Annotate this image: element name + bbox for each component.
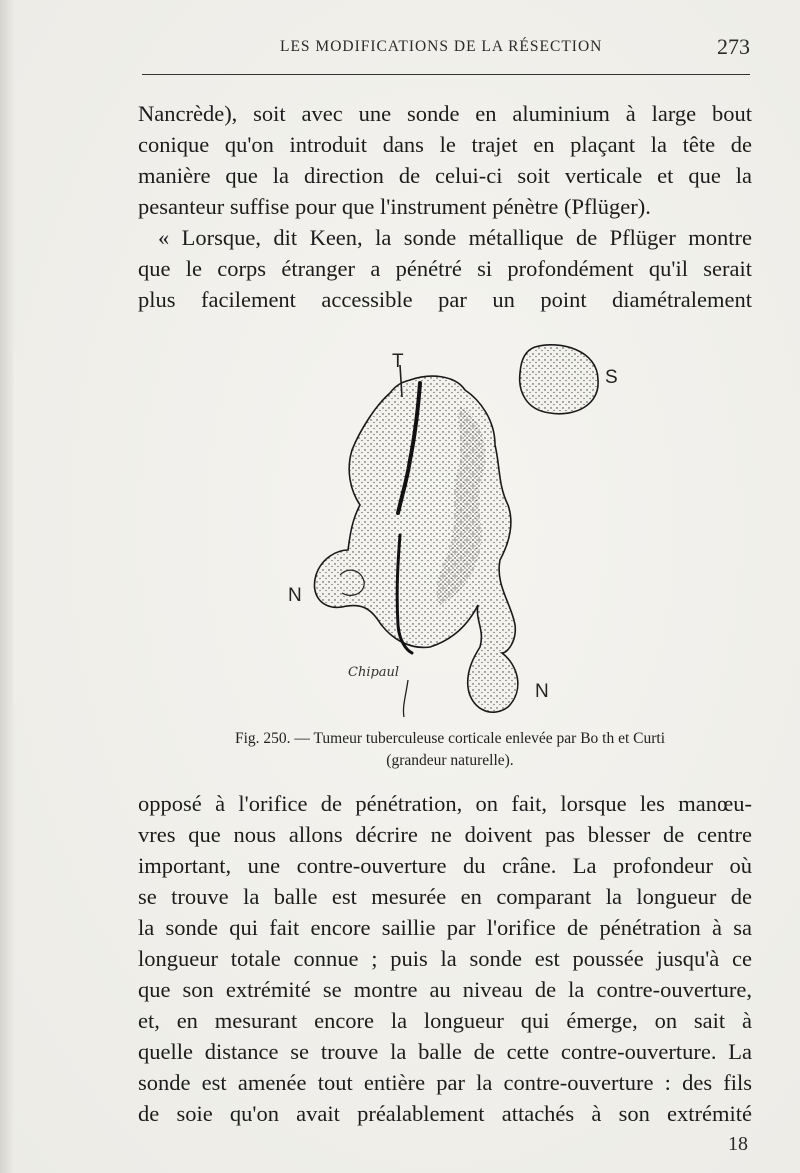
figure-label-s: S	[605, 367, 618, 388]
caption-line: Fig. 250. — Tumeur tuberculeuse corticale enlevée par Bo th et Curti	[234, 730, 666, 747]
text-line: pesanteur suffise pour que l'instrument pénètre (Pflüger).	[138, 194, 651, 219]
header-rule	[142, 74, 750, 75]
running-head	[140, 34, 760, 64]
figure-caption	[150, 728, 750, 772]
tumor-illustration	[280, 335, 640, 725]
running-title: LES MODIFICATIONS DE LA RÉSECTION	[280, 38, 603, 55]
page-number: 273	[717, 34, 750, 59]
paragraph-top	[138, 98, 752, 315]
text-line: la sonde qui fait encore saillie par l'orifice de pénétration à sa	[138, 915, 752, 940]
text-line: quelle distance se trouve la balle de cette contre-ouverture. La	[138, 1039, 752, 1064]
figure-tumor	[280, 335, 640, 725]
text-line: manière que la direction de celui-ci soit verticale et que la	[138, 163, 752, 188]
text-line: de soie qu'on avait préalablement attachés à son extrémité	[138, 1101, 752, 1126]
text-line: et, en mesurant encore la longueur qui émerge, on sait à	[138, 1008, 752, 1033]
text-line: important, une contre-ouverture du crâne. La profondeur où	[138, 853, 752, 878]
text-line: « Lorsque, dit Keen, la sonde métallique de Pflüger montre	[158, 225, 752, 250]
text-line: que son extrémité se montre au niveau de la contre-ouverture,	[138, 977, 752, 1002]
text-line: se trouve la balle est mesurée en comparant la longueur de	[138, 884, 752, 909]
text-line: Nancrède), soit avec une sonde en aluminium à large bout	[138, 101, 752, 126]
caption-line: (grandeur naturelle).	[386, 752, 514, 769]
paragraph-bottom	[138, 788, 752, 1129]
page-gutter	[0, 0, 14, 1173]
figure-label-n-left: N	[288, 585, 302, 606]
text-line: conique qu'on introduit dans le trajet en plaçant la tête de	[138, 132, 752, 157]
figure-label-t: T	[392, 351, 404, 372]
text-line: sonde est amenée tout entière par la contre-ouverture : des fils	[138, 1070, 752, 1095]
signature-mark: 18	[728, 1133, 748, 1155]
figure-label-n-right: N	[535, 681, 549, 702]
artist-signature: Chipaul	[348, 665, 400, 680]
text-line: que le corps étranger a pénétré si profondément qu'il serait	[138, 256, 752, 281]
text-line: longueur totale connue ; puis la sonde est poussée jusqu'à ce	[138, 946, 752, 971]
text-line: plus facilement accessible par un point diamétralement	[138, 287, 752, 312]
text-line: opposé à l'orifice de pénétration, on fait, lorsque les manœu-	[138, 791, 752, 816]
text-line: vres que nous allons décrire ne doivent pas blesser de centre	[138, 822, 752, 847]
